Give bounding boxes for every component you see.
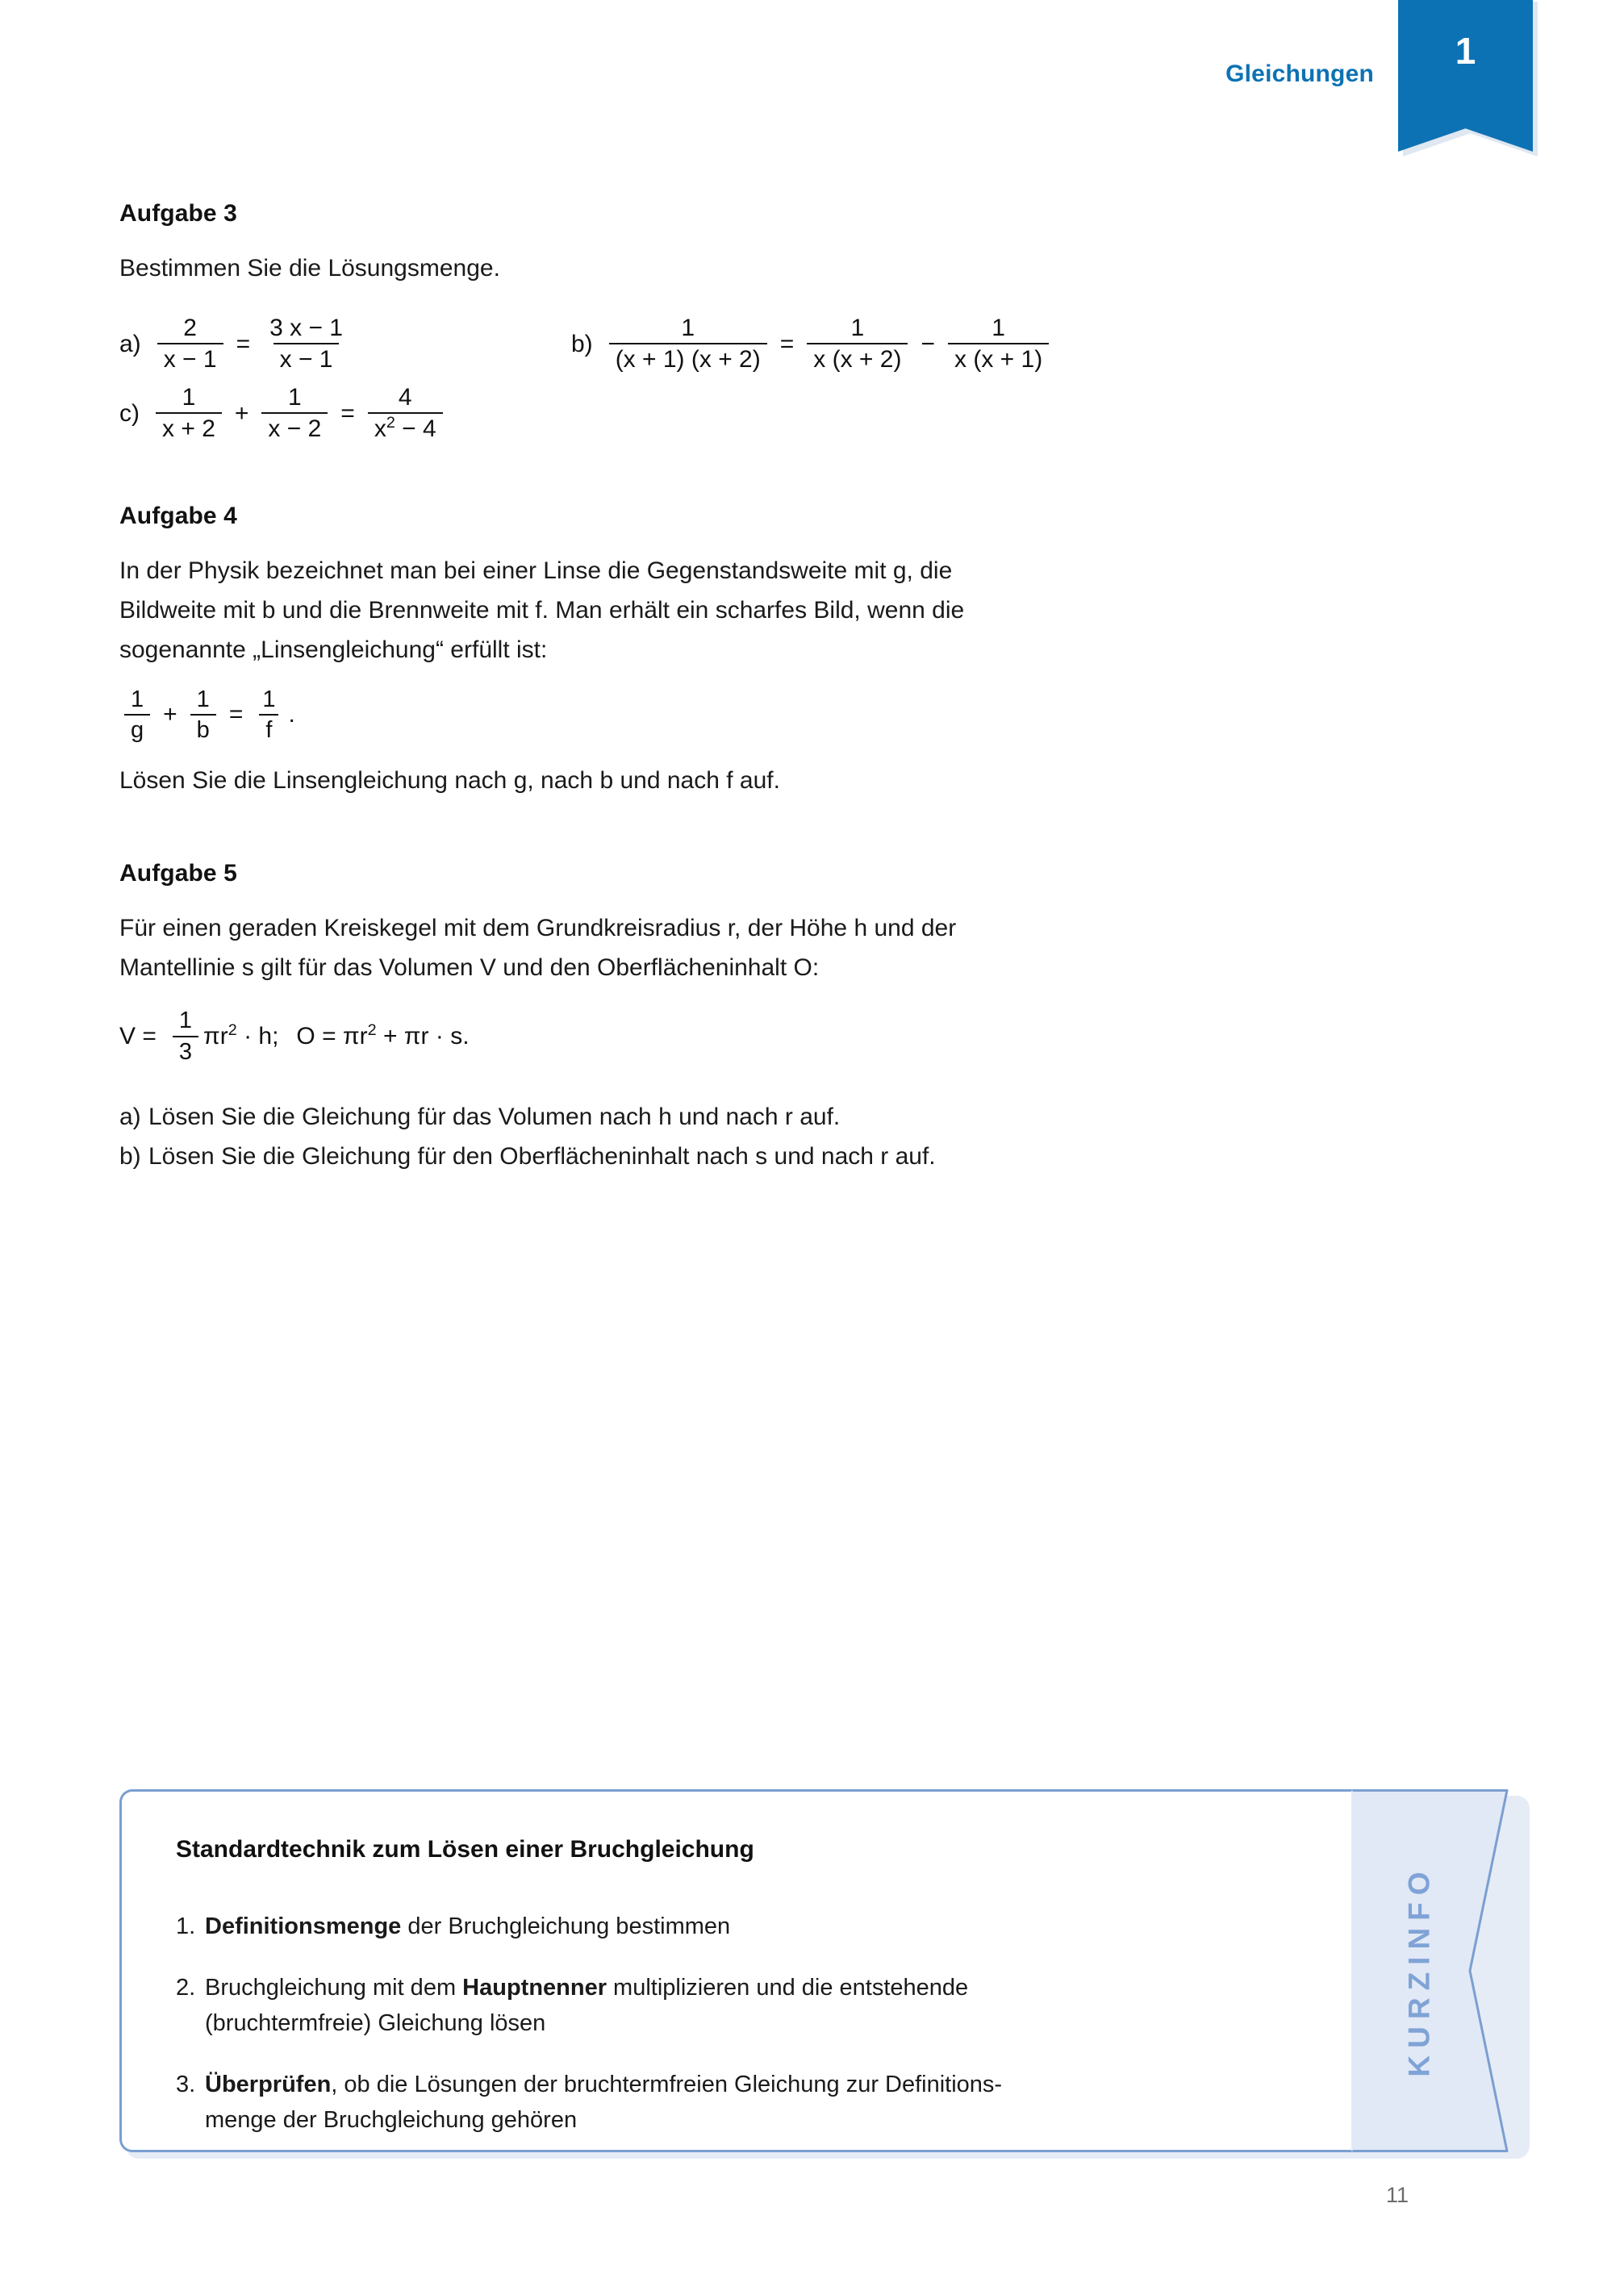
equals-sign: = xyxy=(236,330,251,357)
numerator: 4 xyxy=(398,383,412,411)
step-number: 1. xyxy=(176,1913,196,1939)
den-rest: − 4 xyxy=(395,415,436,443)
task4-line3: sogenannte „Linsengleichung“ erfüllt ist: xyxy=(119,636,548,663)
page-number: 11 xyxy=(1386,2183,1409,2207)
kurzinfo-steps xyxy=(176,1909,1289,2164)
equals-sign: = xyxy=(340,399,355,427)
denominator: x − 2 xyxy=(261,412,328,442)
task3-item-a xyxy=(119,315,571,373)
task3-label-b: b) xyxy=(571,330,593,357)
task3-prompt: Bestimmen Sie die Lösungsmenge. xyxy=(119,255,500,282)
equals-sign: = xyxy=(779,330,795,357)
fraction-2-over-x-minus-1 xyxy=(157,315,223,373)
task5-heading: Aufgabe 5 xyxy=(119,860,237,887)
denominator: x − 1 xyxy=(157,343,223,373)
numerator: 1 xyxy=(681,315,695,341)
volume-term xyxy=(203,1023,278,1050)
plus-sign: + xyxy=(163,701,177,728)
task4-lens-equation xyxy=(119,687,1410,744)
numerator: 1 xyxy=(178,1008,193,1034)
chapter-number: 1 xyxy=(1455,30,1476,72)
kurzinfo-tab xyxy=(1351,1789,1523,2152)
task3-equation-a xyxy=(119,315,571,373)
page-content xyxy=(119,200,1410,1176)
surface-term xyxy=(296,1023,469,1050)
kurzinfo-box xyxy=(119,1789,1523,2152)
kurzinfo-step-1 xyxy=(176,1909,1289,1944)
numerator: 3 x − 1 xyxy=(269,315,343,341)
step-bold-term: Hauptnenner xyxy=(462,1975,607,2001)
task5-line2: Mantellinie s gilt für das Volumen V und den Oberflächeninhalt O: xyxy=(119,954,820,982)
volume-base: πr xyxy=(203,1023,228,1050)
surface-base: O = πr xyxy=(296,1023,368,1050)
step-text xyxy=(205,1909,730,1944)
task4-line2: Bildweite mit b und die Brennweite mit f. Man erhält ein scharfes Bild, wenn die xyxy=(119,596,965,624)
task3-label-c: c) xyxy=(119,399,140,427)
step-bold-term: Überprüfen xyxy=(205,2072,332,2097)
denominator: f xyxy=(259,714,278,743)
kurzinfo-step-2 xyxy=(176,1970,1289,2041)
fraction-1-over-x-plus-2 xyxy=(156,385,222,443)
equals-sign: = xyxy=(228,701,244,728)
numerator: 1 xyxy=(992,315,1005,341)
numerator: 1 xyxy=(262,686,276,712)
equation-period: . xyxy=(288,701,295,728)
step-number: 2. xyxy=(176,1975,196,2001)
kurzinfo-step-3 xyxy=(176,2067,1289,2138)
den-base: x xyxy=(374,415,386,443)
denominator: x + 2 xyxy=(156,412,222,442)
task4-closing: Lösen Sie die Linsengleichung nach g, nach b und nach f auf. xyxy=(119,767,780,795)
volume-lead: V = xyxy=(119,1023,157,1050)
fraction-1-over-b xyxy=(190,687,216,744)
fraction-one-third xyxy=(173,1008,198,1065)
task3-heading: Aufgabe 3 xyxy=(119,200,237,227)
denominator: x − 1 xyxy=(273,343,340,373)
task3-equation-b xyxy=(571,315,1054,373)
step-rest: der Bruchgleichung bestimmen xyxy=(401,1913,731,1939)
den-exponent: 2 xyxy=(386,414,395,432)
denominator: (x + 1) (x + 2) xyxy=(609,343,767,373)
fraction-4-over-x-squared-minus-4 xyxy=(368,385,443,443)
task4-line1: In der Physik bezeichnet man bei einer Linse die Gegenstandsweite mit g, die xyxy=(119,557,953,584)
item-marker: b) xyxy=(119,1142,141,1170)
kurzinfo-tab-label: KURZINFO xyxy=(1403,1864,1436,2077)
numerator: 1 xyxy=(850,315,865,341)
kurzinfo-title: Standardtechnik zum Lösen einer Bruchgleichung xyxy=(176,1836,754,1863)
denominator: 3 xyxy=(173,1036,198,1065)
numerator: 1 xyxy=(182,383,196,411)
page-header xyxy=(0,0,1624,161)
fraction-1-over-x-plus-1-x-plus-2 xyxy=(609,315,767,373)
volume-exponent: 2 xyxy=(228,1021,237,1039)
numerator: 2 xyxy=(183,315,197,341)
minus-sign: − xyxy=(921,330,935,357)
step-lead: Bruchgleichung mit dem xyxy=(205,1975,463,2001)
fraction-1-over-g xyxy=(124,687,150,744)
task3-item-b xyxy=(571,315,1054,373)
chapter-title: Gleichungen xyxy=(1225,61,1374,87)
task5-cone-formulas xyxy=(119,1008,1410,1065)
numerator: 1 xyxy=(196,686,210,712)
step-bold-term: Definitionsmenge xyxy=(205,1913,402,1939)
fraction-1-over-x-times-x-plus-2 xyxy=(807,315,908,373)
denominator: g xyxy=(124,714,150,743)
denominator: x (x + 1) xyxy=(948,343,1049,373)
denominator xyxy=(368,412,443,442)
task3-label-a: a) xyxy=(119,330,141,357)
step-second-line: menge der Bruchgleichung gehören xyxy=(205,2107,578,2133)
step-text xyxy=(205,2067,1002,2138)
step-rest: , ob die Lösungen der bruchtermfreien Gleichung zur Definitions- xyxy=(331,2072,1003,2097)
denominator: x (x + 2) xyxy=(807,343,908,373)
task3-equation-c xyxy=(119,385,1410,443)
plus-sign: + xyxy=(234,399,249,427)
step-second-line: (bruchtermfreie) Gleichung lösen xyxy=(205,2010,546,2036)
fraction-1-over-f xyxy=(256,687,282,744)
item-marker: a) xyxy=(119,1103,141,1130)
step-rest: multiplizieren und die entstehende xyxy=(607,1975,969,2001)
task5-item-b xyxy=(119,1137,1410,1176)
surface-exponent: 2 xyxy=(367,1021,377,1039)
kurzinfo-tab-label-wrap xyxy=(1351,1789,1488,2152)
fraction-3x-minus-1-over-x-minus-1 xyxy=(263,315,349,373)
numerator: 1 xyxy=(131,686,144,712)
volume-tail: · h; xyxy=(236,1023,279,1050)
numerator: 1 xyxy=(288,383,302,411)
fraction-1-over-x-times-x-plus-1 xyxy=(948,315,1049,373)
task4-heading: Aufgabe 4 xyxy=(119,502,237,529)
denominator: b xyxy=(190,714,216,743)
step-text xyxy=(205,1970,968,2041)
step-number: 3. xyxy=(176,2072,196,2097)
task3-row-ab xyxy=(119,315,1410,373)
task5-item-a xyxy=(119,1097,1410,1137)
fraction-1-over-x-minus-2 xyxy=(261,385,328,443)
item-text: Lösen Sie die Gleichung für den Oberflächeninhalt nach s und nach r auf. xyxy=(148,1142,936,1170)
surface-tail: + πr · s. xyxy=(376,1023,470,1050)
item-text: Lösen Sie die Gleichung für das Volumen nach h und nach r auf. xyxy=(148,1103,841,1130)
task5-line1: Für einen geraden Kreiskegel mit dem Grundkreisradius r, der Höhe h und der xyxy=(119,915,957,942)
